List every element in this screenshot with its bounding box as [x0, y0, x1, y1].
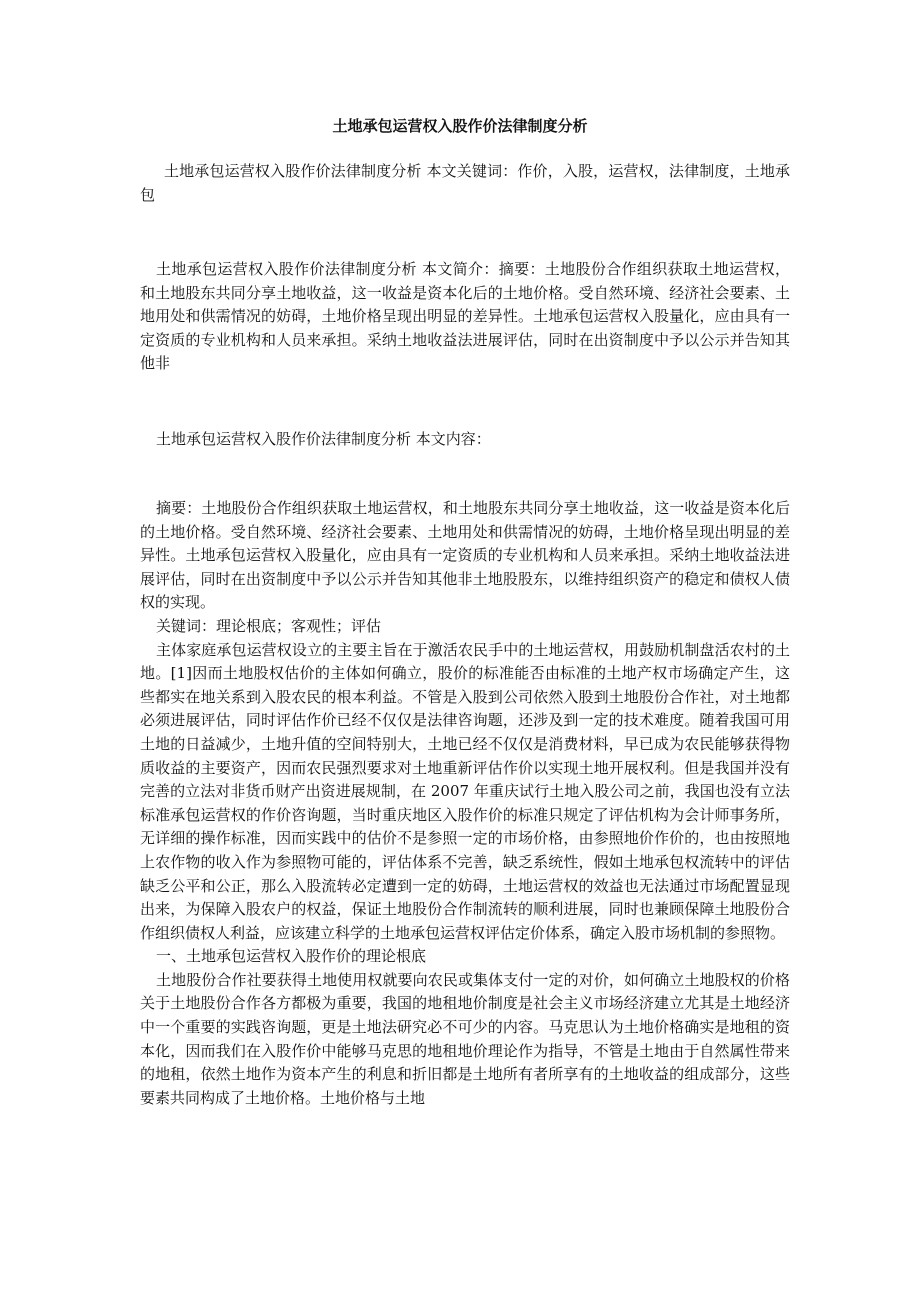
document-title: 土地承包运营权入股作价法律制度分析: [332, 117, 588, 135]
keywords-line: 土地承包运营权入股作价法律制度分析 本文关键词：作价，入股，运营权，法律制度，土地承包: [140, 162, 790, 204]
content-heading: 土地承包运营权入股作价法律制度分析 本文内容：: [156, 430, 491, 448]
section-heading: 一、土地承包运营权入股作价的理论根底: [156, 947, 427, 966]
document-body: [140, 497, 790, 1110]
body-paragraph: 土地股份合作社要获得土地使用权就要向农民或集体支付一定的对价，如何确立土地股权的价格关于土地股份合作各方都极为重要，我国的地租地价制度是社会主义市场经济建立尤其是土地经济中一个重要的实践咨询题，更是土地法研究必不可少的内容。马克思认为土地价格确实是地租的资本化，因而我们在入股作价中能够马克思的地租地价理论作为指导，不管是土地由于自然属性带来的地租，依然土地作为资本产生的利息和折旧都是土地所有者所享有的土地收益的组成部分，这些要素共同构成了土地价格。土地价格与土地: [140, 970, 790, 1107]
abstract-paragraph: 摘要：土地股份合作组织获取土地运营权，和土地股东共同分享土地收益，这一收益是资本化后的土地价格。受自然环境、经济社会要素、土地用处和供需情况的妨碍，土地价格呈现出明显的差异性。土地承包运营权入股量化，应由具有一定资质的专业机构和人员来承担。采纳土地收益法进展评估，同时在出资制度中予以公示并告知其他非土地股股东，以维持组织资产的稳定和债权人债权的实现。: [140, 499, 790, 612]
intro-line: 土地承包运营权入股作价法律制度分析 本文简介：摘要：土地股份合作组织获取土地运营权，和土地股东共同分享土地收益，这一收益是资本化后的土地价格。受自然环境、经济社会要素、土地用处和供需情况的妨碍，土地价格呈现出明显的差异性。土地承包运营权入股量化，应由具有一定资质的专业机构和人员来承担。采纳土地收益法进展评估，同时在出资制度中予以公示并告知其他非: [140, 260, 790, 373]
keywords-paragraph: 关键词：理论根底；客观性；评估: [156, 616, 382, 635]
body-paragraph: 主体家庭承包运营权设立的主要主旨在于激活农民手中的土地运营权，用鼓励机制盘活农村的土地。[1]因而土地股权估价的主体如何确立，股价的标准能否由标准的土地产权市场确定产生，这些都实在地关系到入股农民的根本利益。不管是入股到公司依然入股到土地股份合作社，对土地都必须进展评估，同时评估作价已经不仅仅是法律咨询题，还涉及到一定的技术难度。随着我国可用土地的日益减少，土地升值的空间特别大，土地已经不仅仅是消费材料，早已成为农民能够获得物质收益的主要资产，因而农民强烈要求对土地重新评估作价以实现土地开展权利。但是我国并没有完善的立法对非货币财产出资进展规制，在 2007 年重庆试行土地入股公司之前，我国也没有立法标准承包运营权的作价咨询题，当时重庆地区入股作价的标准只规定了评估机构为会计师事务所，无详细的操作标准，因而实践中的估价不是参照一定的市场价格，由参照地价作价的，也由按照地上农作物的收入作为参照物可能的，评估体系不完善，缺乏系统性，假如土地承包权流转中的评估缺乏公平和公正，那么入股流转必定遭到一定的妨碍，土地运营权的效益也无法通过市场配置显现出来，为保障入股农户的权益，保证土地股份合作制流转的顺利进展，同时也兼顾保障土地股份合作组织债权人利益，应该建立科学的土地承包运营权评估定价体系，确定入股市场机制的参照物。: [140, 640, 790, 942]
